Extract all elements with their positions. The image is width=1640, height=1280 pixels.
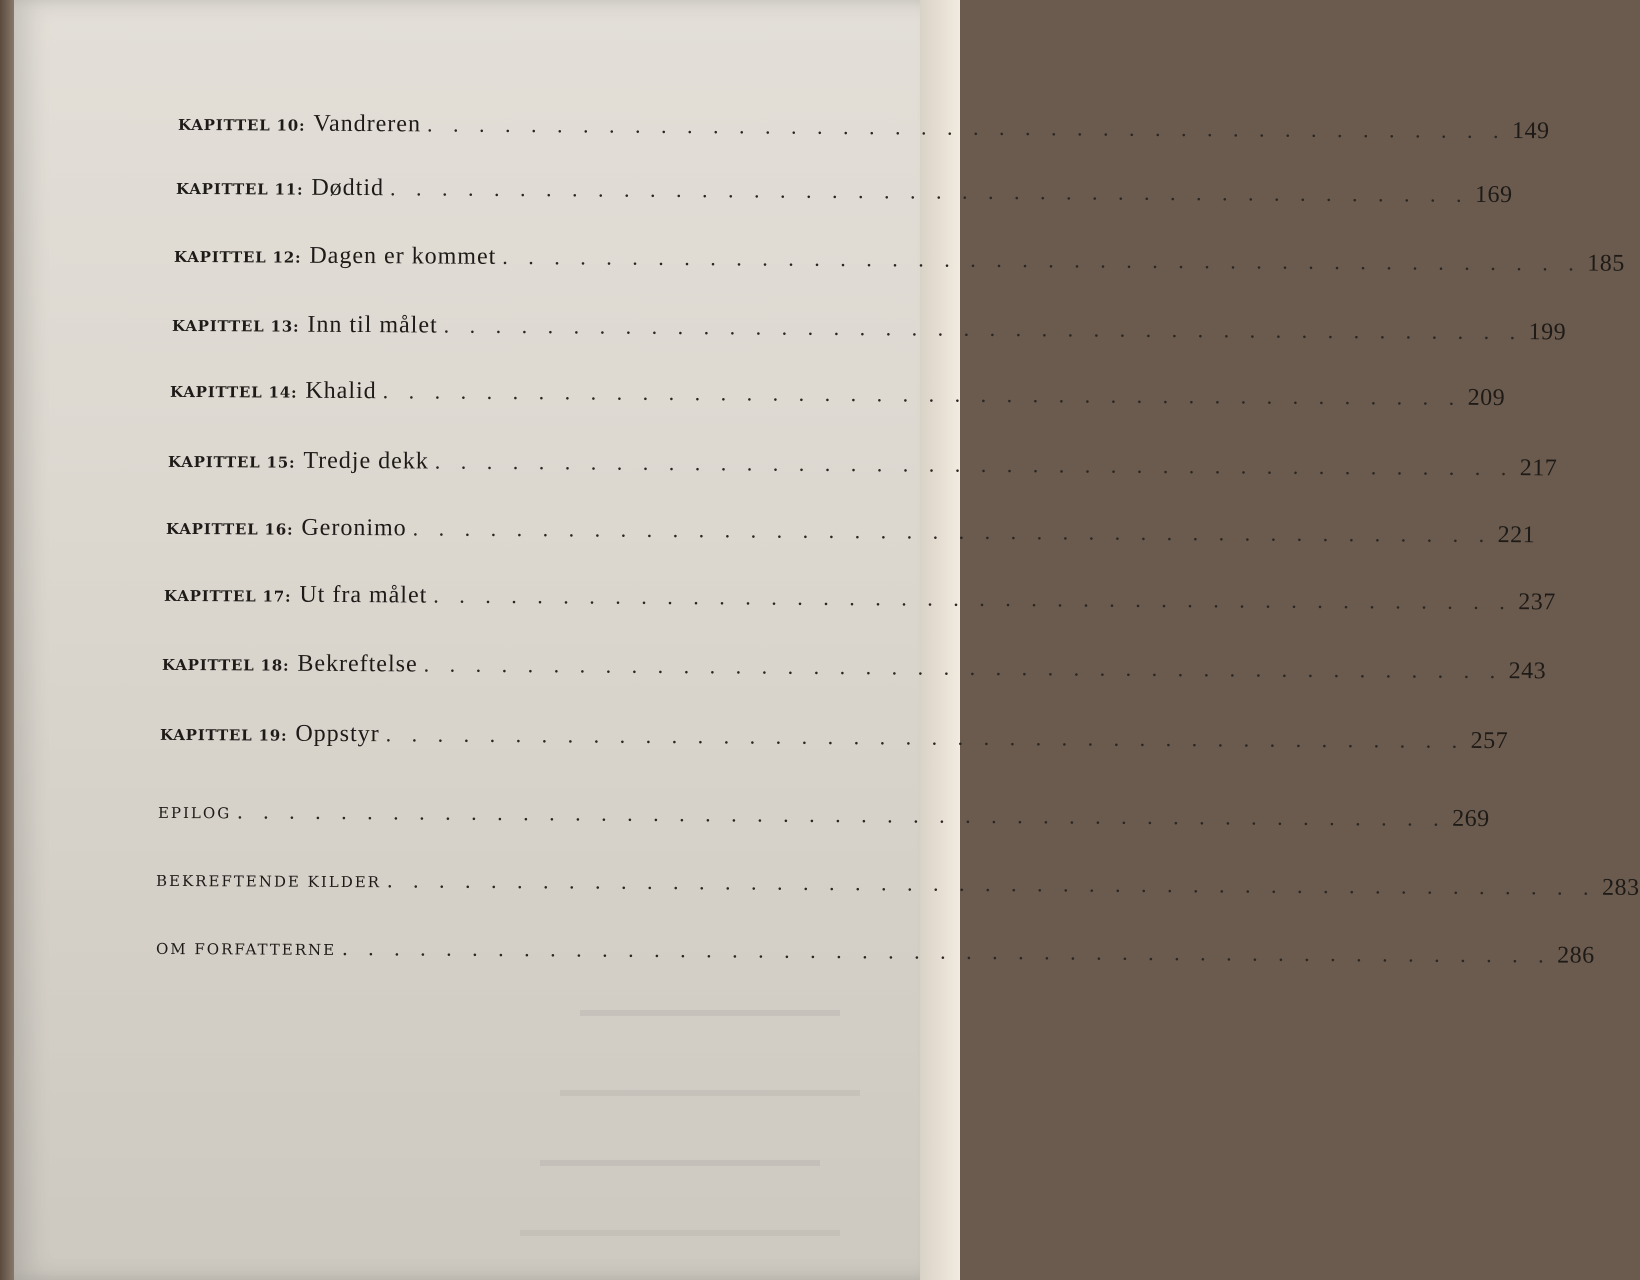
toc-entry: [155, 866, 1640, 901]
chapter-title: Geronimo: [301, 514, 407, 542]
leader-dots: . . . . . . . . . . . . . . . . . . . . . . . . . . . . . . . . . . . . . . . . . .: [389, 175, 1470, 207]
page-number: 283: [1601, 874, 1640, 901]
chapter-title: Tredje dekk: [303, 447, 429, 475]
chapter-label: KAPITTEL 16:: [165, 519, 294, 539]
leader-dots: . . . . . . . . . . . . . . . . . . . . . . . . . . . . . . . . . . . . . . . . . .: [434, 448, 1514, 481]
toc-entry: [175, 174, 1513, 209]
toc-entry: [165, 514, 1536, 549]
leader-dots: . . . . . . . . . . . . . . . . . . . . . . . . . . . . . . . . . . . . . . . . . . . . . . .: [237, 798, 1447, 831]
bleed-through-line: [560, 1090, 860, 1096]
toc-entry: [167, 447, 1558, 482]
chapter-title: Dødtid: [311, 174, 385, 202]
chapter-label: KAPITTEL 18:: [161, 655, 290, 675]
page-number: 185: [1587, 250, 1625, 277]
toc-entry: [171, 311, 1567, 346]
chapter-title: Khalid: [305, 377, 377, 405]
chapter-title: Dagen er kommet: [309, 242, 497, 270]
toc-entry: [173, 242, 1625, 277]
chapter-label: KAPITTEL 11:: [175, 179, 304, 199]
chapter-title: Vandreren: [313, 110, 422, 138]
toc-entry: [177, 110, 1550, 145]
bleed-through-line: [540, 1160, 820, 1166]
chapter-label: KAPITTEL 19:: [159, 725, 288, 745]
chapter-title: Inn til målet: [307, 311, 438, 339]
chapter-label: KAPITTEL 17:: [163, 586, 292, 606]
toc-entry: [169, 377, 1506, 412]
section-label: BEKREFTENDE KILDER: [155, 871, 382, 892]
leader-dots: . . . . . . . . . . . . . . . . . . . . . . . . . . . . . . . . . . . . . . . . . .: [412, 515, 1492, 547]
leader-dots: . . . . . . . . . . . . . . . . . . . . . . . . . . . . . . . . . . . . . . . . . . . . . . .: [386, 867, 1597, 900]
page-number: 237: [1518, 589, 1556, 616]
leader-dots: . . . . . . . . . . . . . . . . . . . . . . . . . . . . . . . . . . . . . . . . . .: [382, 378, 1462, 410]
leader-dots: . . . . . . . . . . . . . . . . . . . . . . . . . . . . . . . . . . . . . . . . . .: [385, 721, 1465, 753]
page-number: 209: [1467, 384, 1506, 412]
chapter-title: Oppstyr: [295, 720, 380, 748]
section-label: EPILOG: [157, 803, 232, 823]
chapter-label: KAPITTEL 14:: [169, 382, 298, 402]
toc-entry: [161, 650, 1547, 685]
leader-dots: . . . . . . . . . . . . . . . . . . . . . . . . . . . . . . . . . . . . . . . . . . . . . . .: [342, 935, 1552, 968]
leader-dots: . . . . . . . . . . . . . . . . . . . . . . . . . . . . . . . . . . . . . . . . . .: [502, 243, 1582, 276]
leader-dots: . . . . . . . . . . . . . . . . . . . . . . . . . . . . . . . . . . . . . . . . . .: [433, 582, 1513, 615]
chapter-label: KAPITTEL 12:: [173, 247, 302, 267]
page-number: 257: [1470, 727, 1509, 755]
toc-entry: [163, 581, 1556, 616]
page-number: 269: [1452, 805, 1490, 833]
page-number: 286: [1557, 942, 1595, 969]
page-number: 221: [1497, 522, 1536, 549]
page-number: 169: [1474, 181, 1513, 209]
chapter-label: KAPITTEL 13:: [171, 316, 300, 336]
page-number: 199: [1528, 319, 1567, 346]
leader-dots: . . . . . . . . . . . . . . . . . . . . . . . . . . . . . . . . . . . . . . . . . .: [423, 651, 1503, 684]
toc-entry: [157, 798, 1490, 833]
section-label: OM FORFATTERNE: [155, 939, 337, 959]
page-number: 243: [1508, 658, 1547, 685]
chapter-label: KAPITTEL 10:: [177, 115, 306, 135]
chapter-label: KAPITTEL 15:: [167, 452, 296, 472]
leader-dots: . . . . . . . . . . . . . . . . . . . . . . . . . . . . . . . . . . . . . . . . . .: [443, 312, 1523, 345]
chapter-title: Ut fra målet: [299, 581, 428, 609]
toc-entry: [159, 720, 1509, 755]
bleed-through-line: [520, 1230, 840, 1236]
bleed-through-line: [580, 1010, 840, 1016]
page-number: 217: [1519, 455, 1558, 482]
chapter-title: Bekreftelse: [297, 650, 418, 678]
page-number: 149: [1511, 118, 1550, 145]
toc-entry: [155, 934, 1595, 969]
leader-dots: . . . . . . . . . . . . . . . . . . . . . . . . . . . . . . . . . . . . . . . . . .: [426, 111, 1507, 143]
